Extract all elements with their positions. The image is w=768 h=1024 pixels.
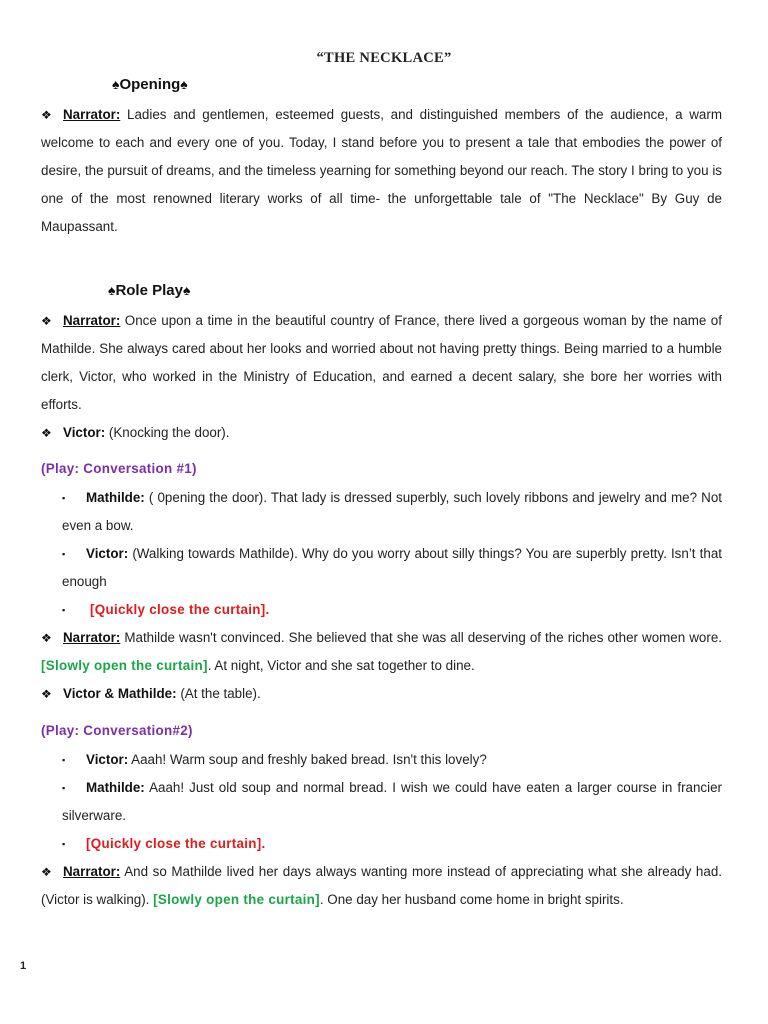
dialogue-text: Once upon a time in the beautiful country of France, there lived a gorgeous woman by the name of Mathilde. She always cared about her looks and worried about not having pretty things. Being married to a humble clerk, Victor, who worked in the Ministry of Education, and earned a decent salary, she bore her worries with efforts. bbox=[41, 313, 722, 412]
speaker-label: Narrator: bbox=[63, 630, 121, 645]
opening-heading bbox=[112, 76, 188, 93]
stage-direction-text: [Quickly close the curtain]. bbox=[86, 836, 266, 851]
square-bullet-icon: ▪ bbox=[62, 493, 66, 503]
document-title: “THE NECKLACE” bbox=[316, 50, 452, 66]
spade-icon: ♠ bbox=[112, 76, 120, 92]
stage-direction-text: [Quickly close the curtain]. bbox=[90, 602, 270, 617]
dialogue-text: ( 0pening the door). That lady is dressed superbly, such lovely ribbons and jewelry and me? Not even a bow. bbox=[62, 490, 722, 533]
dialogue-text: . At night, Victor and she sat together to dine. bbox=[207, 658, 475, 673]
square-bullet-icon: ▪ bbox=[62, 549, 66, 559]
narrator-paragraph-3 bbox=[41, 624, 722, 680]
square-bullet-icon: ▪ bbox=[62, 839, 66, 849]
stage-direction bbox=[62, 830, 722, 858]
diamond-bullet-icon: ❖ bbox=[41, 687, 52, 701]
spade-icon: ♠ bbox=[182, 282, 191, 298]
diamond-bullet-icon: ❖ bbox=[41, 426, 52, 440]
diamond-bullet-icon: ❖ bbox=[41, 314, 52, 328]
role-play-heading bbox=[108, 282, 190, 299]
opening-heading-label: Opening bbox=[119, 76, 181, 93]
victor-line bbox=[62, 540, 722, 596]
role-play-heading-label: Role Play bbox=[115, 282, 183, 299]
conversation-1-label: (Play: Conversation #1) bbox=[41, 461, 197, 476]
diamond-bullet-icon: ❖ bbox=[41, 631, 52, 645]
dialogue-text: . One day her husband come home in bright spirits. bbox=[319, 892, 624, 907]
mathilde-line bbox=[62, 484, 722, 540]
speaker-label: Narrator: bbox=[63, 107, 121, 122]
speaker-label: Mathilde: bbox=[86, 490, 145, 505]
speaker-label: Victor: bbox=[86, 546, 129, 561]
dialogue-text: And so Mathilde lived her days always wanting more instead of appreciating what she already had. (Victor is walking). bbox=[41, 864, 722, 907]
dialogue-text: Mathilde wasn't convinced. She believed that she was all deserving of the riches other women wore. bbox=[124, 630, 722, 645]
speaker-label: Narrator: bbox=[63, 864, 121, 879]
narrator-paragraph-1 bbox=[41, 101, 722, 241]
stage-direction-text: [Slowly open the curtain] bbox=[153, 892, 320, 907]
speaker-label: Narrator: bbox=[63, 313, 121, 328]
page-number: 1 bbox=[20, 960, 27, 972]
stage-direction-text: [Slowly open the curtain] bbox=[41, 658, 208, 673]
narrator-paragraph-4 bbox=[41, 858, 722, 914]
stage-direction bbox=[62, 596, 722, 624]
dialogue-text: (Knocking the door). bbox=[108, 425, 230, 440]
square-bullet-icon: ▪ bbox=[62, 605, 66, 615]
speaker-label: Victor & Mathilde: bbox=[63, 686, 177, 701]
dialogue-text: Aaah! Just old soup and normal bread. I wish we could have eaten a larger course in francier silverware. bbox=[62, 780, 722, 823]
victor-line bbox=[62, 746, 722, 774]
victor-line bbox=[41, 419, 722, 447]
diamond-bullet-icon: ❖ bbox=[41, 865, 52, 879]
speaker-label: Victor: bbox=[86, 752, 129, 767]
speaker-label: Victor: bbox=[63, 425, 106, 440]
victor-mathilde-line bbox=[41, 680, 722, 708]
conversation-2-label: (Play: Conversation#2) bbox=[41, 723, 193, 738]
dialogue-text: Aaah! Warm soup and freshly baked bread. Isn't this lovely? bbox=[131, 752, 487, 767]
spade-icon: ♠ bbox=[108, 282, 116, 298]
narrator-paragraph-2 bbox=[41, 307, 722, 419]
spade-icon: ♠ bbox=[180, 76, 188, 92]
square-bullet-icon: ▪ bbox=[62, 783, 66, 793]
mathilde-line bbox=[62, 774, 722, 830]
dialogue-text: (Walking towards Mathilde). Why do you worry about silly things? You are superbly pretty. Isn’t that enough bbox=[62, 546, 722, 589]
square-bullet-icon: ▪ bbox=[62, 755, 66, 765]
speaker-label: Mathilde: bbox=[86, 780, 145, 795]
diamond-bullet-icon: ❖ bbox=[41, 108, 52, 122]
dialogue-text: Ladies and gentlemen, esteemed guests, and distinguished members of the audience, a warm welcome to each and every one of you. Today, I stand before you to present a tale that embodies the power of desire, the pursuit of dreams, and the timeless yearning for something beyond our reach. The story I bring to you is one of the most renowned literary works of all time- the unforgettable tale of "The Necklace" By Guy de Maupassant. bbox=[41, 107, 722, 234]
dialogue-text: (At the table). bbox=[180, 686, 261, 701]
